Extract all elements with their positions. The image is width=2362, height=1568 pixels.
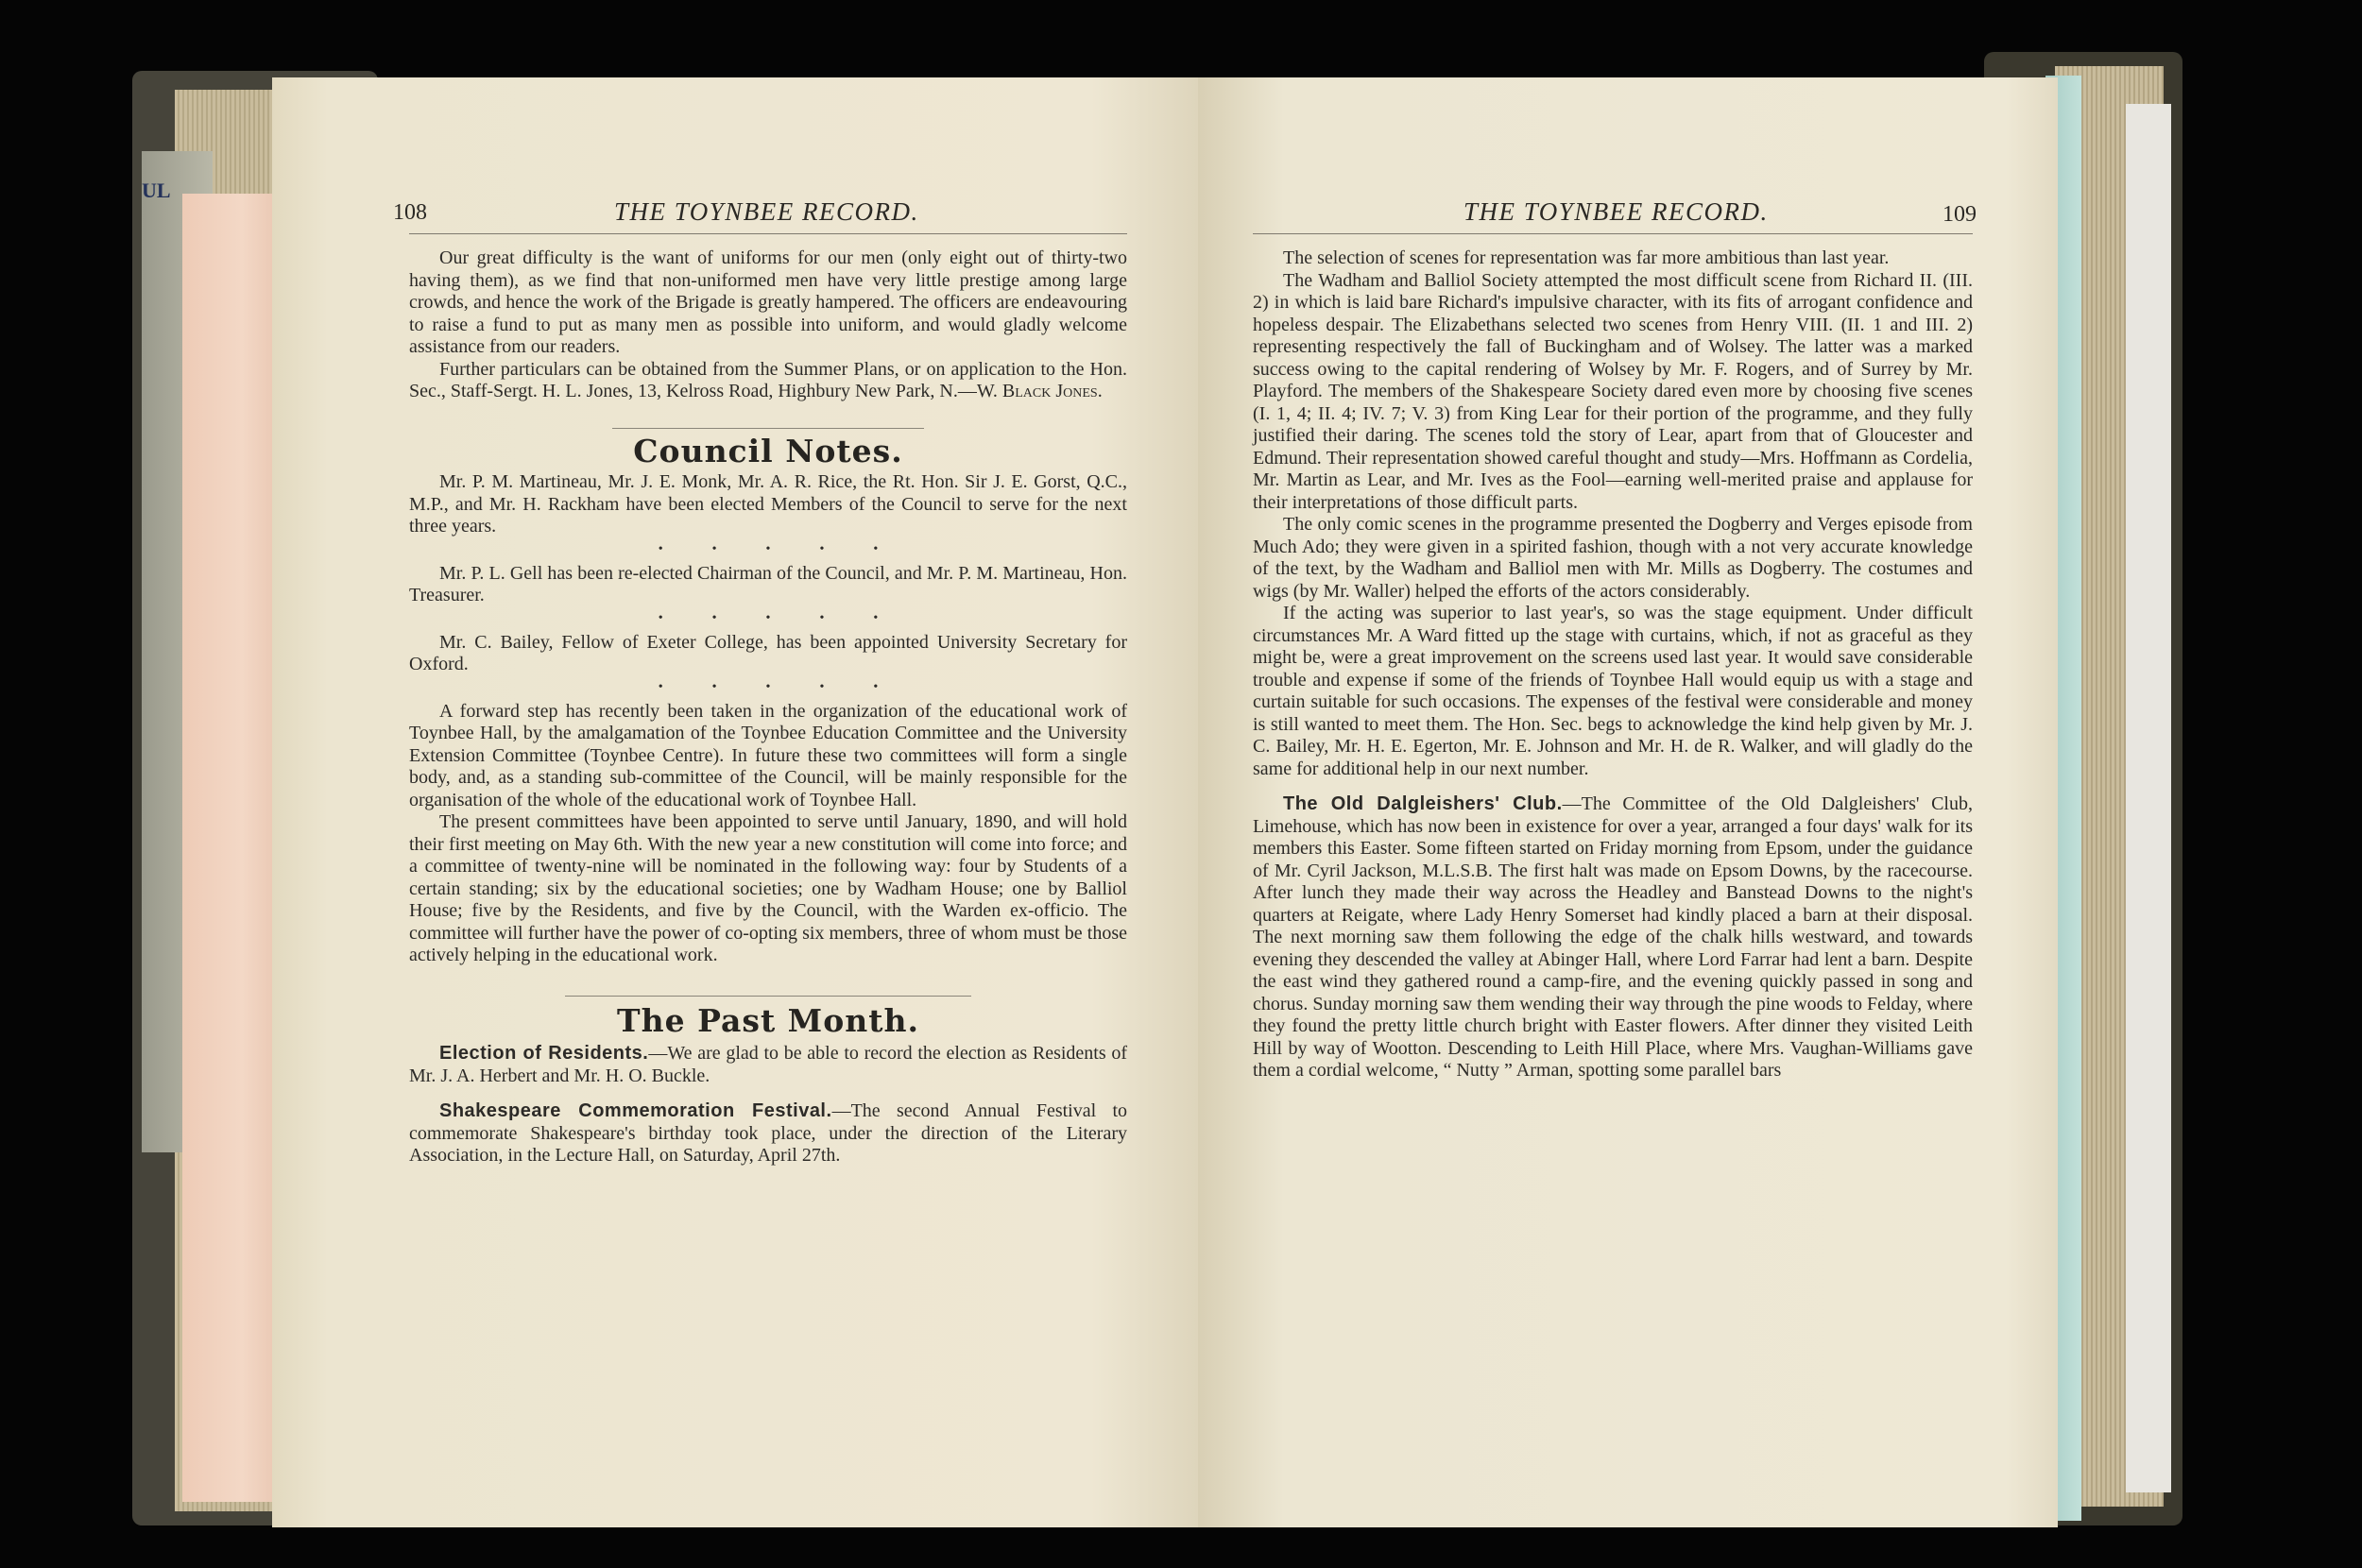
signature: W. Black Jones. (976, 381, 1103, 401)
head-rule-right (1253, 233, 1973, 234)
page-number-right: 109 (1943, 202, 1977, 227)
stars-divider: ••••• (658, 541, 928, 556)
right-page (1198, 77, 2058, 1527)
section-separator (612, 428, 924, 429)
election-text: —We are glad to be able to record the election as Residents of Mr. J. A. Herbert and Mr. H. O. Buckle. (409, 1043, 1127, 1086)
council-paragraph: The present committees have been appointed to serve until January, 1890, and will hold their first meeting on May 6th. With the new year a new constitution will come into force; and a committee of twenty-nine will be nominated in the following way: four by Students of a certain standing; six by the educational societies; one by Wadham House; one by Balliol House; five by the Residents, and five by the Council, with the Warden ex-officio. The committee will further have the power of co-opting six members, three of whom must be those actively helping in the educational work. (409, 811, 1127, 965)
council-paragraph: A forward step has recently been taken in the organization of the educational work of Toynbee Hall, by the amalgamation of the Toynbee Education Committee and the University Extension Committee (Toynbee Centre). In future these two committees will form a single body, and, as a standing sub-committee of the Council, will be mainly responsible for the organisation of the whole of the educational work of Toynbee Hall. (409, 700, 1127, 810)
stars-divider: ••••• (658, 610, 928, 625)
shakespeare-paragraph (409, 1100, 1127, 1167)
left-page (272, 77, 1203, 1527)
body-paragraph: The Wadham and Balliol Society attempted the most difficult scene from Richard II. (III. 2) in which is laid bare Richard's impulsive character, with its fits of arrogant confidence and hopeless despair. The Elizabethans selected two scenes from Henry VIII. (II. 1 and III. 2) representing respectively the fall of Buckingham and of Wolsey. The latter was a marked success owing to the capital rendering of Wolsey by Mr. F. Rogers, and of Surrey by Mr. Playford. The members of the Shakespeare Society dared even more by choosing five scenes (I. 1, 4; II. 4; IV. 7; V. 3) from King Lear for their portion of the programme, and they fully justified their daring. The scenes told the story of Lear, apart from that of Gloucester and Edmund. Their representation showed careful thought and study—Mrs. Hoffmann as Cordelia, Mr. Martin as Lear, and Mr. Ives as the Fool—earning well-merited praise and applause for their interpretations of those difficult parts. (1253, 269, 1973, 513)
left-column (409, 247, 1127, 1167)
tab-letters: UL (142, 179, 171, 202)
intro-text: Further particulars can be obtained from the Summer Plans, or on application to the Hon. Sec., Staff-Sergt. H. L. Jones, 13, Kelross Road, Highbury New Park, N.— (409, 358, 1127, 401)
body-paragraph: If the acting was superior to last year's, so was the stage equipment. Under difficult circumstances Mr. A Ward fitted up the stage with curtains, which, if not as graceful as they might be, were a great improvement on the screens used last year. It would save considerable trouble and expense if some of the friends of Toynbee Hall would equip us with a stage and curtain suitable for such occasions. The expenses of the festival were considerable and money is still wanted to meet them. The Hon. Sec. begs to acknowledge the kind help given by Mr. J. C. Bailey, Mr. H. E. Egerton, Mr. E. Johnson and Mr. H. de R. Walker, and will gladly do the same for additional help in our next number. (1253, 603, 1973, 779)
shakespeare-lead: Shakespeare Commemoration Festival. (439, 1100, 832, 1121)
council-notes-title: Council Notes. (633, 432, 903, 469)
election-lead: Election of Residents. (439, 1043, 649, 1064)
right-column (1253, 247, 1973, 1082)
stars-divider: ••••• (658, 679, 928, 694)
intro-paragraph: Our great difficulty is the want of uniforms for our men (only eight out of thirty-two having them), as we find that non-uniformed men have very little prestige among large crowds, and hence the work of the Brigade is greatly hampered. The officers are endeavouring to raise a fund to put as many men as possible into uniform, and would gladly welcome assistance from our readers. (409, 247, 1127, 357)
body-paragraph: The only comic scenes in the programme presented the Dogberry and Verges episode from Much Ado; they were given in a spirited fashion, though with a not very accurate knowledge of the text, by the Wadham and Balliol men with Mr. Mills as Dogberry. The costumes and wigs (by Mr. Waller) helped the efforts of the actors considerably. (1253, 514, 1973, 602)
white-insert-sheet (2126, 104, 2171, 1492)
council-note: Mr. P. L. Gell has been re-elected Chairman of the Council, and Mr. P. M. Martineau, Hon. Treasurer. (409, 562, 1127, 605)
head-rule-left (409, 233, 1127, 234)
body-paragraph: The selection of scenes for representation was far more ambitious than last year. (1283, 247, 1890, 268)
club-lead: The Old Dalgleishers' Club. (1283, 793, 1563, 814)
intro-paragraph (409, 359, 1127, 403)
election-paragraph (409, 1043, 1127, 1087)
running-head-left: THE TOYNBEE RECORD. (614, 197, 919, 226)
section-separator (565, 996, 971, 997)
page-number-left: 108 (393, 200, 427, 225)
council-note: Mr. C. Bailey, Fellow of Exeter College, has been appointed University Secretary for Oxford. (409, 631, 1127, 674)
past-month-title: The Past Month. (617, 1001, 919, 1039)
club-paragraph (1253, 793, 1973, 1082)
pink-insert-sheet (182, 194, 282, 1502)
shakespeare-text: —The second Annual Festival to commemorate Shakespeare's birthday took place, under the direction of the Literary Association, in the Lecture Hall, on Saturday, April 27th. (409, 1100, 1127, 1166)
running-head-right: THE TOYNBEE RECORD. (1463, 197, 1769, 226)
club-text: —The Committee of the Old Dalgleishers' Club, Limehouse, which has now been in existence for over a year, arranged a four days' walk for its members this Easter. Some fifteen started on Friday morning from Epsom, under the guidance of Mr. Cyril Jackson, M.L.S.B. The first halt was made on Epsom Downs, by the racecourse. After lunch they made their way across the Headley and Banstead Downs to the night's quarters at Reigate, where Lady Henry Somerset had kindly placed a barn at their disposal. The next morning saw them following the edge of the chalk hills westward, and towards evening they descended the valley at Abinger Hall, where Lord Farrar had lent a barn. Despite the east wind they gathered round a camp-fire, and the evening quickly passed in song and chorus. Sunday morning saw them wending their way through the pine woods to Felday, where they found the pretty little church bright with Easter flowers. After dinner they visited Leith Hill by way of Wootton. Descending to Leith Hill Place, where Mrs. Vaughan-Williams gave them a cordial welcome, “ Nutty ” Arman, spotting some parallel bars (1253, 793, 1973, 1081)
council-note: Mr. P. M. Martineau, Mr. J. E. Monk, Mr. A. R. Rice, the Rt. Hon. Sir J. E. Gorst, Q.C., M.P., and Mr. H. Rackham have been elected Members of the Council to serve for the next three years. (409, 471, 1127, 537)
